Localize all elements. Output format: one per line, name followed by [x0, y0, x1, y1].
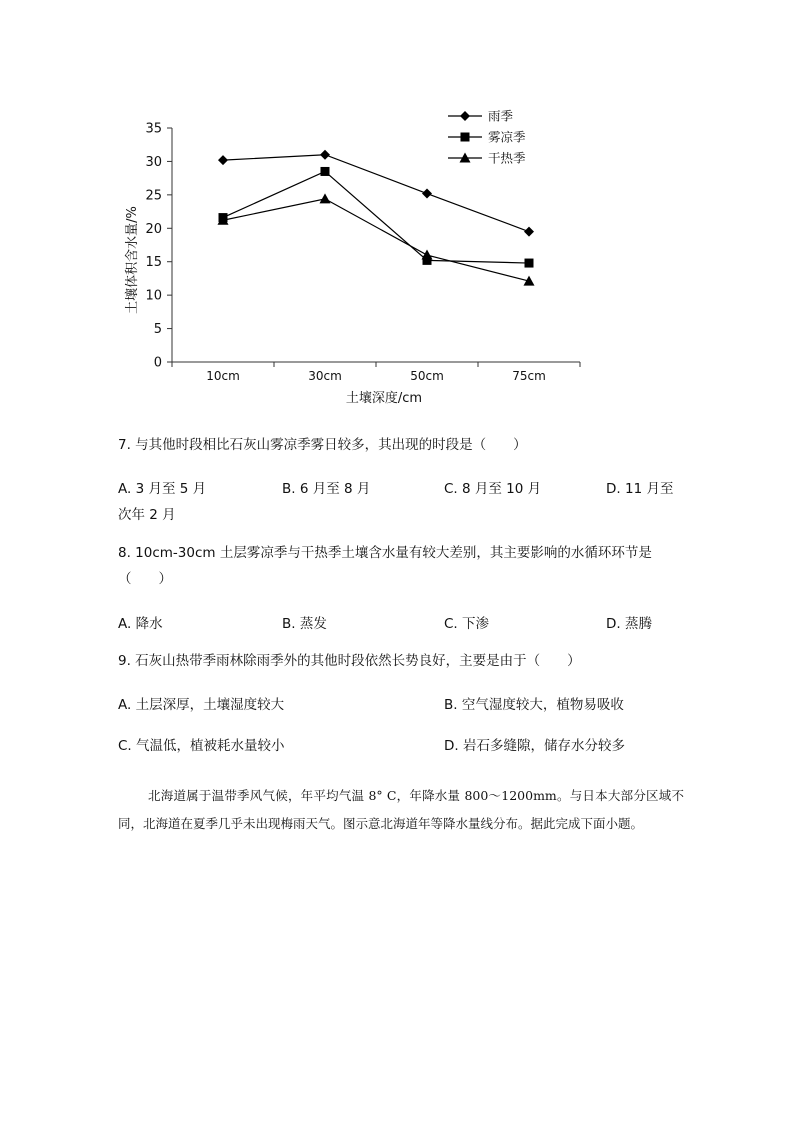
chart-series [218, 150, 535, 286]
y-axis-label: 土壤体积含水量/% [125, 206, 140, 314]
question-8-option-a[interactable]: A. 降水 [118, 616, 163, 632]
question-7-option-d-continuation: 次年 2 月 [118, 507, 176, 523]
y-tick-label: 30 [145, 154, 162, 170]
y-tick-label: 35 [145, 121, 162, 137]
series-line [223, 155, 529, 232]
x-tick-label: 10cm [206, 369, 240, 383]
question-8-stem: 8. 10cm-30cm 土层雾凉季与干热季土壤含水量有较大差别，其主要影响的水循环环节是 [118, 545, 652, 561]
question-8-option-b[interactable]: B. 蒸发 [282, 616, 327, 632]
x-axis-ticks [172, 362, 580, 383]
x-tick-label: 75cm [512, 369, 546, 383]
question-9-option-c[interactable]: C. 气温低，植被耗水量较小 [118, 738, 285, 754]
data-point [525, 259, 534, 268]
legend-label: 雨季 [488, 108, 514, 124]
y-axis-ticks [145, 122, 172, 371]
question-7-stem: 7. 与其他时段相比石灰山雾凉季雾日较多，其出现的时段是（ ） [118, 437, 527, 453]
question-8-answer-bracket: （ ） [118, 571, 172, 587]
legend-label: 雾凉季 [488, 129, 526, 145]
y-tick-label: 10 [145, 288, 162, 304]
legend-item [448, 130, 526, 145]
series-line [223, 199, 529, 281]
legend-label: 干热季 [488, 150, 526, 166]
question-7-option-b[interactable]: B. 6 月至 8 月 [282, 481, 371, 497]
y-tick-label: 15 [145, 255, 162, 271]
y-tick-label: 5 [153, 322, 162, 338]
x-tick-label: 50cm [410, 369, 444, 383]
question-9-option-d[interactable]: D. 岩石多缝隙，储存水分较多 [444, 738, 625, 754]
data-point [524, 227, 534, 237]
data-point [320, 193, 331, 203]
question-7-option-c[interactable]: C. 8 月至 10 月 [444, 481, 542, 497]
x-tick-label: 30cm [308, 369, 342, 383]
data-point [321, 167, 330, 176]
data-point [422, 250, 433, 260]
question-9-option-a[interactable]: A. 土层深厚，土壤湿度较大 [118, 697, 285, 713]
series-3 [218, 193, 535, 285]
series-2 [219, 167, 534, 268]
legend-marker [460, 111, 470, 121]
question-7-option-a[interactable]: A. 3 月至 5 月 [118, 481, 207, 497]
soil-moisture-chart [110, 100, 590, 410]
y-tick-label: 20 [145, 221, 162, 237]
question-8-option-c[interactable]: C. 下渗 [444, 616, 490, 632]
question-7-option-d[interactable]: D. 11 月至 [606, 481, 674, 497]
legend-item [448, 109, 514, 124]
question-8-option-d[interactable]: D. 蒸腾 [606, 616, 652, 632]
data-point [218, 155, 228, 165]
question-9-option-b[interactable]: B. 空气湿度较大，植物易吸收 [444, 697, 624, 713]
data-point [422, 189, 432, 199]
series-line [223, 171, 529, 263]
x-axis-label: 土壤深度/cm [345, 391, 423, 406]
legend-marker [461, 133, 470, 142]
y-tick-label: 0 [153, 355, 162, 371]
data-point [320, 150, 330, 160]
question-9-stem: 9. 石灰山热带季雨林除雨季外的其他时段依然长势良好，主要是由于（ ） [118, 653, 581, 669]
y-tick-label: 25 [145, 188, 162, 204]
chart-legend [448, 109, 526, 166]
legend-item [448, 151, 526, 166]
reading-passage: 北海道属于温带季风气候，年平均气温 8° C，年降水量 800～1200mm。与日本大部分区域不同，北海道在夏季几乎未出现梅雨天气。图示意北海道年等降水量线分布。据此完成下面小题。 [118, 788, 684, 831]
series-1 [218, 150, 534, 237]
